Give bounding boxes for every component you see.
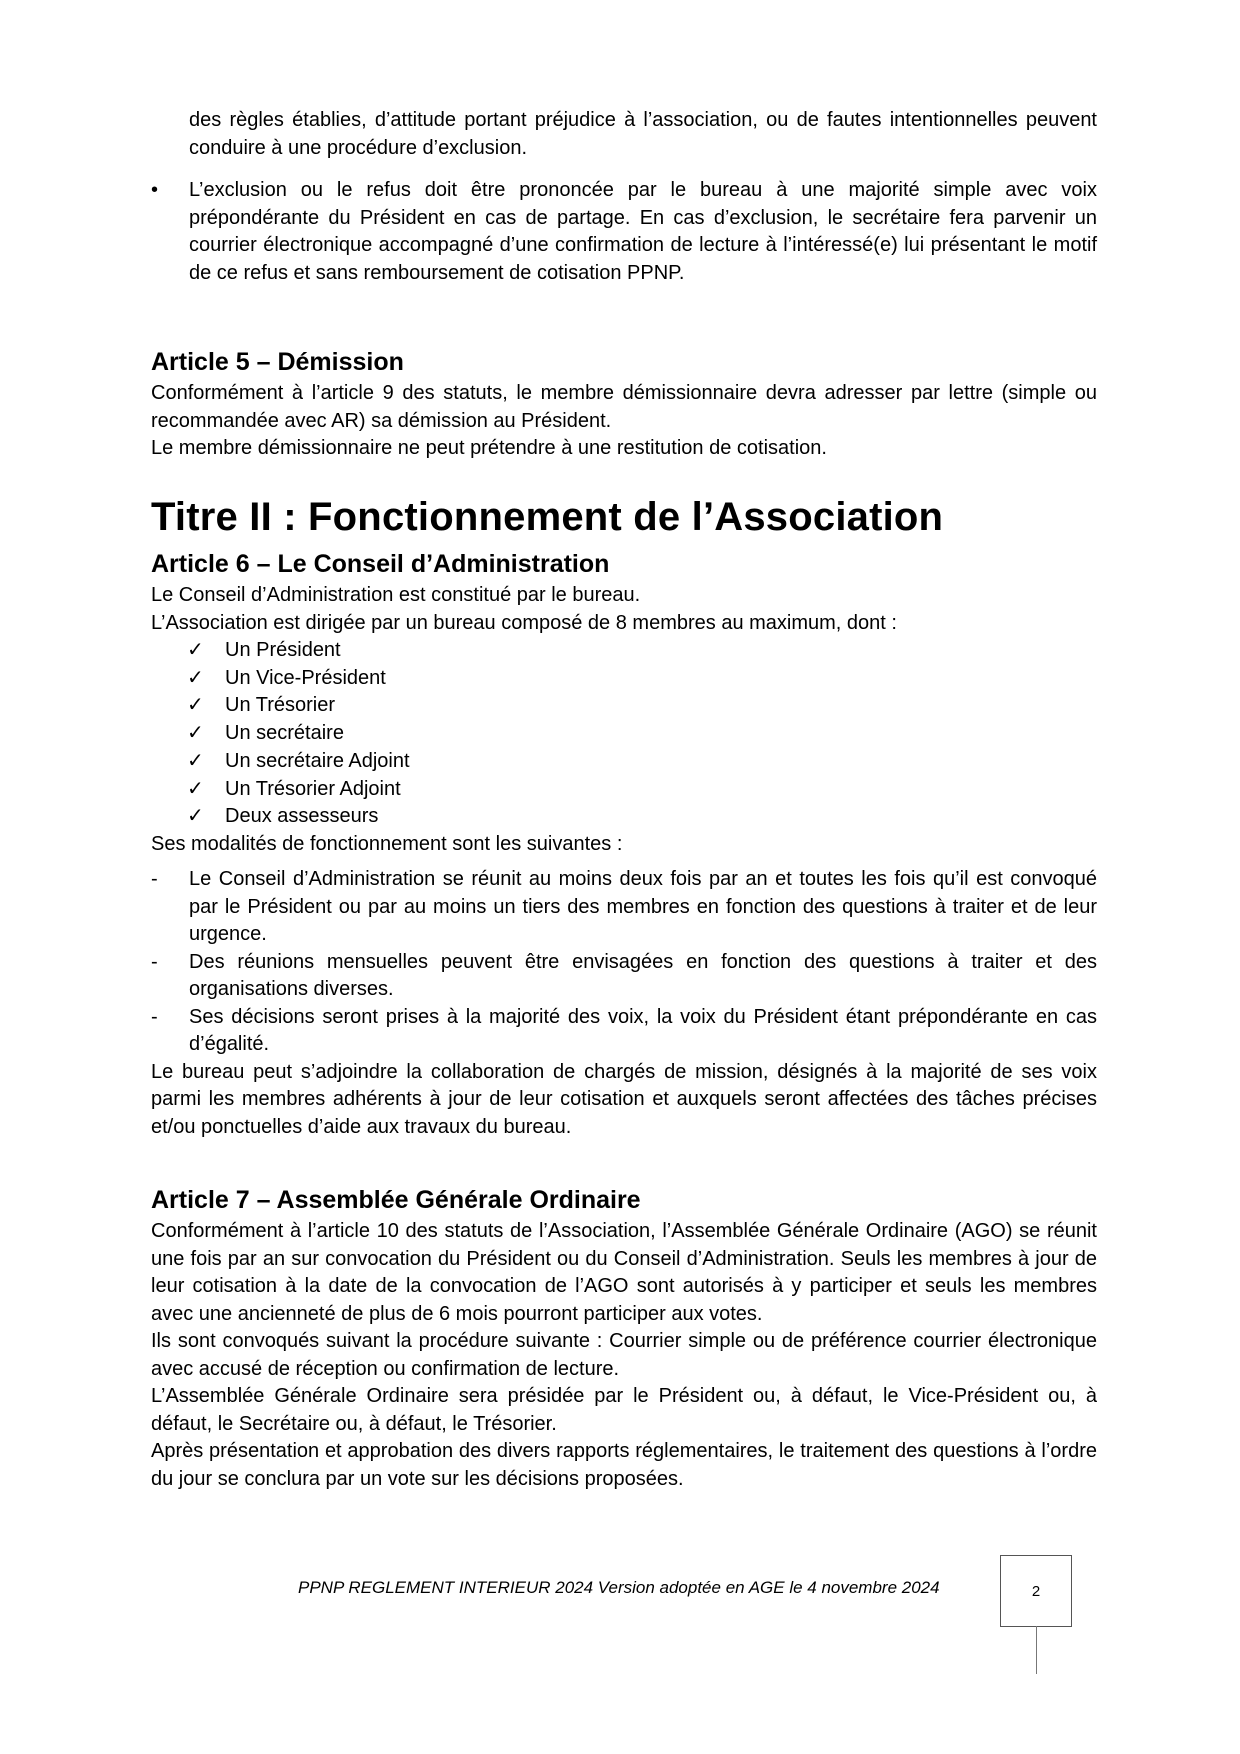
article-5-paragraph: Le membre démissionnaire ne peut prétendre à une restitution de cotisation.: [151, 437, 827, 459]
list-item: ✓ Un Trésorier Adjoint: [151, 776, 1097, 804]
list-item: - Ses décisions seront prises à la majorité des voix, la voix du Président étant prépondérante en cas d’égalité.: [151, 1005, 1097, 1056]
article-7-paragraph: L’Assemblée Générale Ordinaire sera présidée par le Président ou, à défaut, le Vice-Président ou, à défaut, le Secrétaire ou, à défaut, le Trésorier.: [151, 1385, 1097, 1435]
article-5: [151, 346, 1097, 463]
footer-text: PPNP REGLEMENT INTERIEUR 2024 Version adoptée en AGE le 4 novembre 2024: [298, 1578, 940, 1597]
article-5-heading: Article 5 – Démission: [151, 348, 404, 376]
list-item: - Le Conseil d’Administration se réunit au moins deux fois par an et toutes les fois qu’il est convoqué par le Président ou par au moins un tiers des membres en fonction des questions à traiter et de leur urgence.: [151, 868, 1097, 946]
list-item: ✓ Un secrétaire Adjoint: [151, 748, 1097, 776]
list-item: ✓ Un Président: [151, 637, 1097, 665]
page-number-divider: [1036, 1626, 1037, 1674]
article-7-paragraph: Après présentation et approbation des divers rapports réglementaires, le traitement des questions à l’ordre du jour se conclura par un vote sur les décisions proposées.: [151, 1440, 1097, 1490]
article-5-paragraph: Conformément à l’article 9 des statuts, le membre démissionnaire devra adresser par lettre (simple ou recommandée avec AR) sa démission au Président.: [151, 382, 1097, 432]
list-item: ✓ Deux assesseurs: [151, 803, 1097, 831]
titre-2-section: [151, 492, 1097, 542]
page-number: 2: [1000, 1555, 1072, 1627]
checkmark-icon: ✓: [187, 805, 204, 828]
article-7-paragraph: Conformément à l’article 10 des statuts de l’Association, l’Assemblée Générale Ordinaire (AGO) se réunit une fois par an sur convocation du Président ou du Conseil d’Administration. Seuls les membres à jour de leur cotisation à la date de la convocation de l’AGO sont autorisés à y participer et seuls les membres avec une ancienneté de plus de 6 mois pourront participer aux votes.: [151, 1220, 1097, 1325]
checkmark-icon: ✓: [187, 694, 204, 717]
intro-bullet-text: L’exclusion ou le refus doit être prononcée par le bureau à une majorité simple avec voix prépondérante du Président en cas de partage. En cas d’exclusion, le secrétaire fera parvenir un courrier électronique accompagné d’une confirmation de lecture à l’intéressé(e) lui présentant le motif de ce refus et sans remboursement de cotisation PPNP.: [189, 179, 1097, 284]
checkmark-icon: ✓: [187, 722, 204, 745]
article-6-closing: Le bureau peut s’adjoindre la collaboration de chargés de mission, désignés à la majorité de ses voix parmi les membres adhérents à jour de leur cotisation et auxquels seront affectées des tâches précises et/ou ponctuelles d’aide aux travaux du bureau.: [151, 1060, 1097, 1138]
intro-continued-text: des règles établies, d’attitude portant préjudice à l’association, ou de fautes intentionnelles peuvent conduire à une procédure d’exclusion.: [189, 109, 1097, 159]
checkmark-icon: ✓: [187, 777, 204, 800]
list-item: ✓ Un Trésorier: [151, 692, 1097, 720]
checkmark-icon: ✓: [187, 749, 204, 772]
members-list: [151, 637, 1097, 831]
checkmark-icon: ✓: [187, 666, 204, 689]
list-item: ✓ Un secrétaire: [151, 720, 1097, 748]
article-7: [151, 1184, 1097, 1493]
titre-2-heading: Titre II : Fonctionnement de l’Association: [151, 495, 944, 539]
article-6-line: Le Conseil d’Administration est constitué par le bureau.: [151, 584, 641, 606]
dash-icon: -: [151, 1005, 158, 1028]
list-item: - Des réunions mensuelles peuvent être envisagées en fonction des questions à traiter et des organisations diverses.: [151, 950, 1097, 1001]
article-7-paragraph: Ils sont convoqués suivant la procédure suivante : Courrier simple ou de préférence courrier électronique avec accusé de réception ou confirmation de lecture.: [151, 1330, 1097, 1380]
article-7-heading: Article 7 – Assemblée Générale Ordinaire: [151, 1186, 641, 1214]
article-6-heading: Article 6 – Le Conseil d’Administration: [151, 550, 610, 578]
article-6-line: L’Association est dirigée par un bureau composé de 8 membres au maximum, dont :: [151, 611, 897, 634]
article-6: [151, 548, 1097, 1141]
modalites-line: Ses modalités de fonctionnement sont les suivantes :: [151, 832, 623, 855]
intro-bullet: [151, 177, 1097, 287]
rules-list: [151, 866, 1097, 1059]
dash-icon: -: [151, 950, 158, 973]
checkmark-icon: ✓: [187, 639, 204, 661]
list-item: ✓ Un Vice-Président: [151, 665, 1097, 693]
bullet-dot-icon: •: [151, 179, 159, 201]
dash-icon: -: [151, 868, 158, 891]
